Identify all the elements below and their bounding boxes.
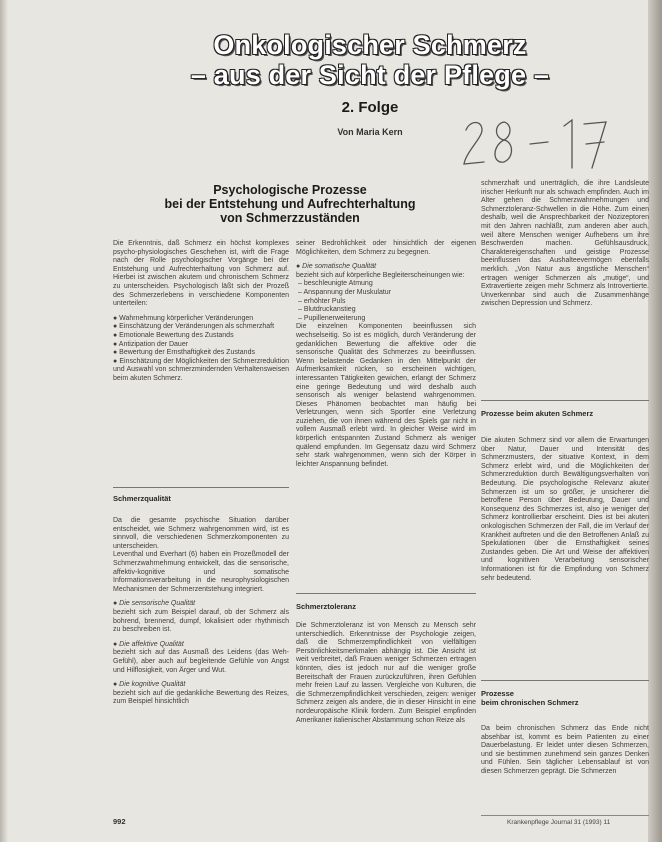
article-title	[190, 30, 550, 90]
quality-label: ● Die affektive Qualität	[113, 640, 184, 648]
dash-item: – erhöhter Puls	[298, 297, 346, 305]
bullet-item: ● Bewertung der Ernsthaftigkeit des Zustands	[113, 349, 255, 357]
intro-paragraph: Die Erkenntnis, daß Schmerz ein höchst komplexes psycho-physiologisches Geschehen ist, wirft die Frage nach der Rolle psychologischer Vorgänge bei der Entstehung und Aufrechterhaltung von Schmerz auf. Hierbei ist zwischen akutem und chronischem Schmerz zu unterscheiden. Psychologisch läßt sich der Prozeß des Schmerzerlebens in verschiedene Komponenten unterteilen:	[113, 240, 289, 308]
journal-reference: Krankenpflege Journal 31 (1993) 11	[507, 819, 611, 826]
dash-item: – beschleunigte Atmung	[298, 280, 373, 288]
column-3-middle	[481, 437, 649, 583]
scan-shadow-left	[0, 0, 8, 842]
quality-text: bezieht sich zum Beispiel darauf, ob der Schmerz als bohrend, brennend, dumpf, lokalisiert oder rhythmisch zu beschreiben ist.	[113, 608, 289, 634]
article-author: Von Maria Kern	[337, 127, 403, 137]
quality-label: ● Die kognitive Qualität	[113, 681, 186, 689]
dash-item: – Anspannung der Muskulatur	[298, 288, 392, 296]
scan-shadow-right	[648, 0, 662, 842]
column-1-lower	[113, 517, 289, 707]
subhead-line: Prozesse	[481, 689, 514, 698]
section-divider	[481, 680, 649, 681]
bullet-item: ● Antizipation der Dauer	[113, 340, 189, 348]
page-number: 992	[113, 817, 126, 826]
section-divider	[113, 487, 289, 488]
dash-item: – Blutdruckanstieg	[298, 306, 356, 314]
column-3	[481, 180, 649, 309]
continuation-paragraph: seiner Bedrohlichkeit oder hinsichtlich der eigenen Möglichkeiten, dem Schmerz zu begegnen.	[296, 240, 476, 256]
title-line-2: – aus der Sicht der Pflege –	[190, 60, 550, 90]
subhead-chronischer-schmerz	[481, 689, 579, 707]
bullet-item: ● Einschätzung der Möglichkeiten der Schmerzreduktion und Auswahl von schmerzmindernden Verhaltensweisen beim akuten Schmerz.	[113, 357, 289, 382]
body-paragraph: Die einzelnen Komponenten beeinflussen sich wechselseitig. So ist es möglich, durch Veränderung der gedanklichen Bewertung die affektive oder die sensorische Qualität des Schmerzes zu beeinflussen. Wenn belastende Gedanken in den Mittelpunkt der Aufmerksamkeit rücken, so erscheinen wichtigen, interessanten Tätigkeiten gewichen, erlangt der Schmerz eine geringe Bedeutung und wird deshalb auch sensorisch als weniger belastend wahrgenommen. Dieses Phänomen beobachtet man häufig bei Verletzungen, wenn sich Sportler eine Verletzung zuziehen, die von ihnen während des Spiels gar nicht in vollem Ausmaß erlebt wird. In gleicher Weise wird im körperlich entspannten Zustand Schmerz als weniger quälend empfunden. Im Gegensatz dazu wird Schmerz sehr stark wahrgenommen, wenn sich der Körper in leichter Anspannung befindet.	[296, 323, 476, 468]
chronic-paragraph: Da beim chronischen Schmerz das Ende nicht absehbar ist, kommt es beim Patienten zu einer Dauerbelastung. Er leidet unter diesen Schmerzen, und sie bestimmen zunehmend sein ganzes Denken und Fühlen. Sein täglicher Lebensablauf ist von diesen Schmerzen geprägt. Die Schmerzen	[481, 725, 649, 775]
quality-label: ● Die somatische Qualität	[296, 263, 377, 271]
subhead-akuter-schmerz: Prozesse beim akuten Schmerz	[481, 409, 594, 418]
section-heading	[140, 183, 440, 225]
column-3-paragraph: schmerzhaft und unerträglich, die ihre Landsleute irischer Herkunft nur als schwach empfinden. Auch im Alter gehen die Schmerzwahrnehmungen und Schmerztoleranz-Schwellen in die Höhe. Zum einen deshalb, weil die Ansprechbarkeit der Nozizeptoren mit den Jahren nachläßt, zum anderen aber auch, weil ältere Menschen weniger Aufhebens um ihre Beschwerden machen. Gefühlsausdruck, Charaktereigenschaften und geistige Prozesse beeinflussen das Aushalteevermögen ebenfalls merklich. „Von Natur aus ängstliche Menschen“ ertragen weniger Schmerzen als „mutige“, und Extravertierte zeigen mehr Schmerz als Introvertierte. Unverkennbar sind auch die Zusammenhänge zwischen Depression und Schmerz.	[481, 180, 649, 308]
acute-paragraph: Die akuten Schmerz sind vor allem die Erwartungen über Natur, Dauer und Intensität des Schmerzmusters, der situative Kontext, in dem Schmerz erlebt wird, und die Möglichkeiten der Schmerzreduktion durch Bewältigungsverhalten von Bedeutung. Die psychologische Relevanz akuter Schmerzen ist um so größer, je unsicherer die betroffene Person über Bedeutung, Dauer und Konsequenz des Schmerzes ist, also je weniger der Schmerz kontrollierbar erscheint. Dies ist bei akuten onkologischen Schmerzen der Fall, die im Verlauf der Krankheit auftreten und die den Betroffenen Anlaß zu Spekulationen über die Ernsthaftigkeit seines Zustandes geben. Die Art und Weise der affektiven und kognitiven Verarbeitung sensorischer Informationen ist für die Empfindung von Schmerz sehr bedeutend.	[481, 437, 649, 582]
handwritten-note	[460, 112, 610, 174]
section-heading-line-3: von Schmerzzuständen	[220, 211, 360, 225]
qual-intro-paragraph: Da die gesamte psychische Situation darüber entscheidet, wie Schmerz wahrgenommen wird, ist es sinnvoll, die verschiedenen Schmerzkomponenten zu unterscheiden.	[113, 517, 289, 550]
column-2-lower	[296, 622, 476, 725]
article-subtitle: 2. Folge	[341, 99, 399, 116]
footer-rule	[481, 815, 649, 816]
section-heading-line-2: bei der Entstehung und Aufrechterhaltung	[164, 197, 416, 211]
bullet-item: ● Wahrnehmung körperlicher Veränderungen	[113, 314, 254, 322]
bullet-item: ● Einschätzung der Veränderungen als schmerzhaft	[113, 323, 275, 331]
dash-item: – Pupillenerweiterung	[298, 314, 366, 322]
section-divider	[481, 400, 649, 401]
column-3-lower	[481, 725, 649, 777]
column-2	[296, 240, 476, 469]
title-line-1: Onkologischer Schmerz	[213, 30, 527, 60]
quality-text: bezieht sich auf die gedankliche Bewertung des Reizes, zum Beispiel hinsichtlich	[113, 689, 289, 706]
quality-label: ● Die sensorische Qualität	[113, 600, 196, 608]
subhead-schmerztoleranz: Schmerztoleranz	[296, 602, 357, 611]
subhead-schmerzqualitaet: Schmerzqualität	[113, 494, 171, 503]
quality-text: bezieht sich auf körperliche Begleiterscheinungen wie:	[296, 271, 465, 279]
tolerance-paragraph: Die Schmerztoleranz ist von Mensch zu Mensch sehr unterschiedlich. Erkenntnisse der Psychologie zeigen, daß die Schmerzempfindlichkeit von vielfältigen Persönlichkeitsmerkmalen abhängig ist. Die Ansicht ist weit verbreitet, daß Frauen weniger Schmerzen ertragen könnten, dies ist jedoch nur auf die weniger große Bereitschaft der Frauen zurückzuführen, ihren Gefühlen mehr freien Lauf zu lassen. Vergleiche von Kulturen, die die Schmerzempfindlichkeit verschieden, zeigen: weniger Schmerz zeigen als andere, die in dieser Hinsicht in eine nordeuropäische Klinik fordern. Zum Beispiel empfinden Amerikaner italienischer Abstammung schon Reize als	[296, 622, 476, 724]
bullet-item: ● Emotionale Bewertung des Zustands	[113, 331, 234, 339]
section-divider	[296, 593, 476, 594]
section-heading-line-1: Psychologische Prozesse	[213, 183, 367, 197]
quality-text: bezieht sich auf das Ausmaß des Leidens (das Weh-Gefühl), aber auch auf begleitende Gefühle von Angst und Hilflosigkeit, von Ärger und Wut.	[113, 649, 289, 674]
subhead-line: beim chronischen Schmerz	[481, 698, 579, 707]
qual-model-paragraph: Leventhal und Everhart (6) haben ein Prozeßmodell der Schmerzwahrnehmung entwickelt, das die sensorische, affektiv-kognitive und somatische Informationsverarbeitung in die neurophysiologischen Mechanismen der Schmerzentstehung integriert.	[113, 551, 289, 593]
column-1	[113, 240, 289, 384]
